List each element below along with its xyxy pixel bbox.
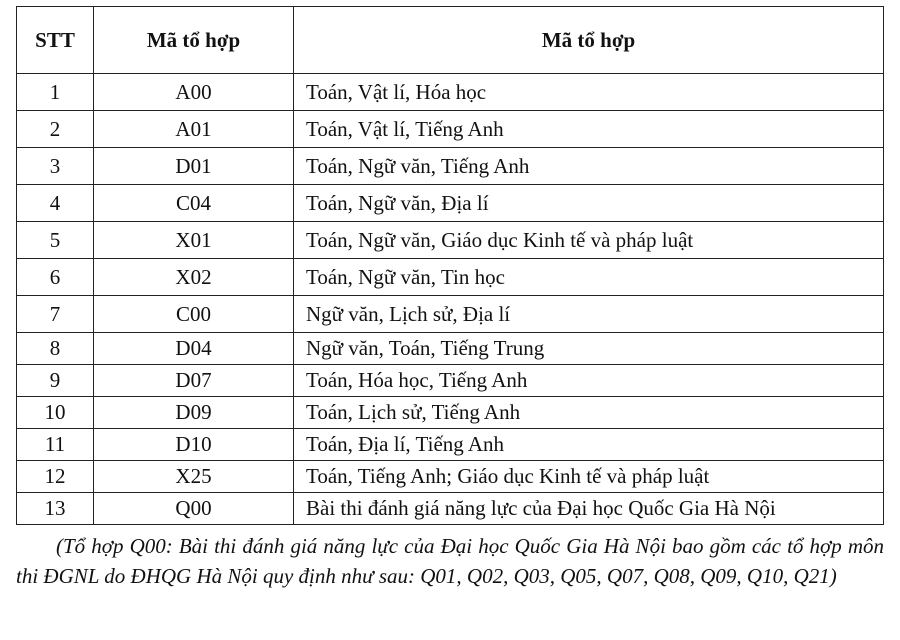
row-subjects: Toán, Lịch sử, Tiếng Anh	[294, 397, 884, 429]
row-subjects: Toán, Ngữ văn, Địa lí	[294, 185, 884, 222]
row-code: D07	[94, 365, 294, 397]
table-row	[17, 74, 884, 111]
row-stt: 10	[17, 397, 94, 429]
row-stt: 11	[17, 429, 94, 461]
row-code: C04	[94, 185, 294, 222]
header-combination-subjects: Mã tổ hợp	[294, 7, 884, 74]
row-subjects: Ngữ văn, Toán, Tiếng Trung	[294, 333, 884, 365]
table-row	[17, 185, 884, 222]
table-header-row	[17, 7, 884, 74]
row-code: X02	[94, 259, 294, 296]
row-code: A00	[94, 74, 294, 111]
table-row	[17, 296, 884, 333]
row-subjects: Bài thi đánh giá năng lực của Đại học Quốc Gia Hà Nội	[294, 493, 884, 525]
row-code: D01	[94, 148, 294, 185]
row-subjects: Toán, Tiếng Anh; Giáo dục Kinh tế và pháp luật	[294, 461, 884, 493]
table-row	[17, 365, 884, 397]
table-row	[17, 111, 884, 148]
row-stt: 9	[17, 365, 94, 397]
row-stt: 12	[17, 461, 94, 493]
row-stt: 7	[17, 296, 94, 333]
row-code: D09	[94, 397, 294, 429]
row-subjects: Toán, Hóa học, Tiếng Anh	[294, 365, 884, 397]
row-subjects: Toán, Địa lí, Tiếng Anh	[294, 429, 884, 461]
table-row	[17, 259, 884, 296]
row-stt: 4	[17, 185, 94, 222]
row-subjects: Toán, Vật lí, Hóa học	[294, 74, 884, 111]
row-subjects: Ngữ văn, Lịch sử, Địa lí	[294, 296, 884, 333]
row-code: C00	[94, 296, 294, 333]
header-stt: STT	[17, 7, 94, 74]
row-stt: 2	[17, 111, 94, 148]
row-subjects: Toán, Ngữ văn, Giáo dục Kinh tế và pháp luật	[294, 222, 884, 259]
row-code: D10	[94, 429, 294, 461]
row-code: X25	[94, 461, 294, 493]
row-code: D04	[94, 333, 294, 365]
table-row	[17, 429, 884, 461]
row-code: X01	[94, 222, 294, 259]
row-code: A01	[94, 111, 294, 148]
row-stt: 6	[17, 259, 94, 296]
row-stt: 3	[17, 148, 94, 185]
row-stt: 1	[17, 74, 94, 111]
subject-combination-table	[16, 6, 884, 525]
table-row	[17, 493, 884, 525]
row-stt: 8	[17, 333, 94, 365]
row-code: Q00	[94, 493, 294, 525]
row-subjects: Toán, Vật lí, Tiếng Anh	[294, 111, 884, 148]
header-combination-code: Mã tổ hợp	[94, 7, 294, 74]
footnote-text: (Tổ hợp Q00: Bài thi đánh giá năng lực của Đại học Quốc Gia Hà Nội bao gồm các tổ hợp môn thi ĐGNL do ĐHQG Hà Nội quy định như sau: Q01, Q02, Q03, Q05, Q07, Q08, Q09, Q10, Q21)	[16, 534, 884, 588]
table-row	[17, 461, 884, 493]
row-subjects: Toán, Ngữ văn, Tin học	[294, 259, 884, 296]
table-row	[17, 222, 884, 259]
row-stt: 13	[17, 493, 94, 525]
table-row	[17, 333, 884, 365]
row-stt: 5	[17, 222, 94, 259]
q00-footnote	[16, 531, 884, 591]
row-subjects: Toán, Ngữ văn, Tiếng Anh	[294, 148, 884, 185]
table-row	[17, 148, 884, 185]
table-row	[17, 397, 884, 429]
